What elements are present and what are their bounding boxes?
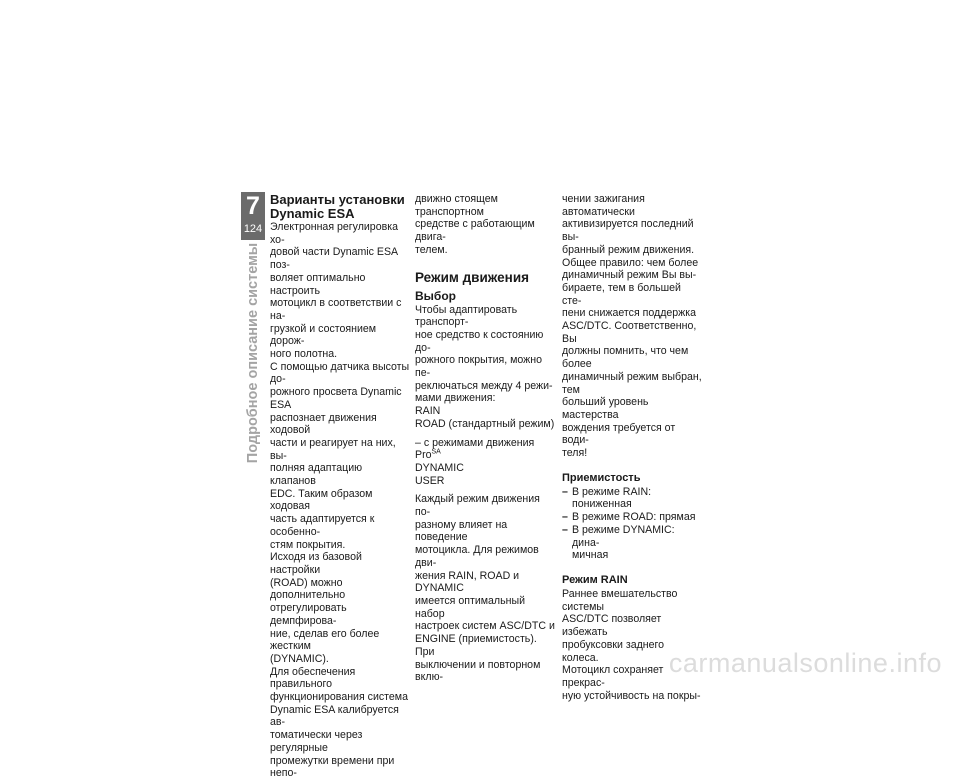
chapter-tab (241, 192, 265, 240)
pro-sup: SA (431, 448, 441, 456)
subheading-rain-mode: Режим RAIN (562, 573, 628, 586)
mode-user: USER (415, 474, 445, 487)
list-item: – В режиме RAIN: пониженная (562, 485, 652, 511)
chapter-title-text: Подробное описание системы (245, 242, 261, 464)
pro-prefix: – с режимами движения Pro (415, 436, 535, 462)
chapter-number: 7 (246, 192, 260, 220)
paragraph: Электронная регулировка хо- довой части Dynamic ESA поз- воляет оптимально настроить мотоцикл в соответствии с на- грузкой и состоянием дорож- ного полотна. (270, 221, 402, 361)
section-heading-riding-mode: Режим движения (415, 269, 530, 285)
list-item: – В режиме DYNAMIC: дина- мичная (562, 523, 675, 562)
paragraph: Для обеспечения правильного функционирования система Dynamic ESA калибруется ав- томатически через регулярные промежутки времени при непо- (270, 665, 408, 780)
paragraph: С помощью датчика высоты до- рожного просвета Dynamic ESA распознает движения ходовой части и реагирует на них, вы- полняя адаптацию клапанов EDC. Таким образом ходовая часть адаптируется к особенно- стям покрытия. (270, 360, 410, 551)
paragraph: движно стоящем транспортном средстве с работающим двига- телем. (415, 193, 535, 256)
paragraph: Исходя из базовой настройки (ROAD) можно дополнительно отрегулировать демпфирова- ние, сделав его более жестким (DYNAMIC). (270, 551, 380, 665)
dash-bullet: – (562, 485, 568, 498)
list-item: – В режиме ROAD: прямая (562, 511, 696, 524)
mode-list-pro (415, 437, 555, 488)
column1-body (270, 221, 410, 780)
dash-bullet: – (562, 511, 568, 524)
paragraph: Чтобы адаптировать транспорт- ное средство к состоянию до- рожного покрытия, можно пе- реключаться между 4 режи- мами движения: (415, 303, 553, 405)
paragraph: Общее правило: чем более динамичный режим Вы вы- бираете, тем в большей сте- пени снижается поддержка ASC/DTC. Соответственно, Вы должны помнить, что чем более динамичный режим выбран, тем больший уровень мастерства вождения требуется от води- теля! (562, 256, 702, 460)
section-heading-esa: Варианты установки Dynamic ESA (270, 192, 405, 221)
text-column-3 (562, 193, 702, 702)
watermark-url: carmanualsonline.info (668, 648, 942, 678)
mode-list (415, 405, 555, 430)
paragraph: чении зажигания автоматически активизируется последний вы- бранный режим движения. (562, 193, 695, 256)
pickup-list (562, 486, 702, 562)
paragraph: Каждый режим движения по- разному влияет на поведение мотоцикла. Для режимов дви- жения RAIN, ROAD и DYNAMIC имеется оптимальный набор настроек систем ASC/DTC и ENGINE (приемистость). При выключении и повторном вклю- (415, 493, 555, 684)
mode-dynamic: DYNAMIC (415, 461, 464, 474)
mode-road: ROAD (стандартный режим) (415, 417, 555, 430)
text-column-1 (270, 193, 410, 780)
mode-rain: RAIN (415, 405, 441, 418)
chapter-title-vertical (240, 242, 266, 464)
dash-bullet: – (562, 523, 568, 536)
text-column-2 (415, 193, 555, 684)
subheading-selection: Выбор (415, 288, 456, 303)
paragraph: Раннее вмешательство системы ASC/DTC позволяет избежать пробуксовки заднего колеса. Мотоцикл сохраняет прекрас- ную устойчивость на покры- (562, 587, 701, 702)
page-number: 124 (243, 223, 263, 235)
subheading-pickup: Приемистость (562, 471, 641, 484)
